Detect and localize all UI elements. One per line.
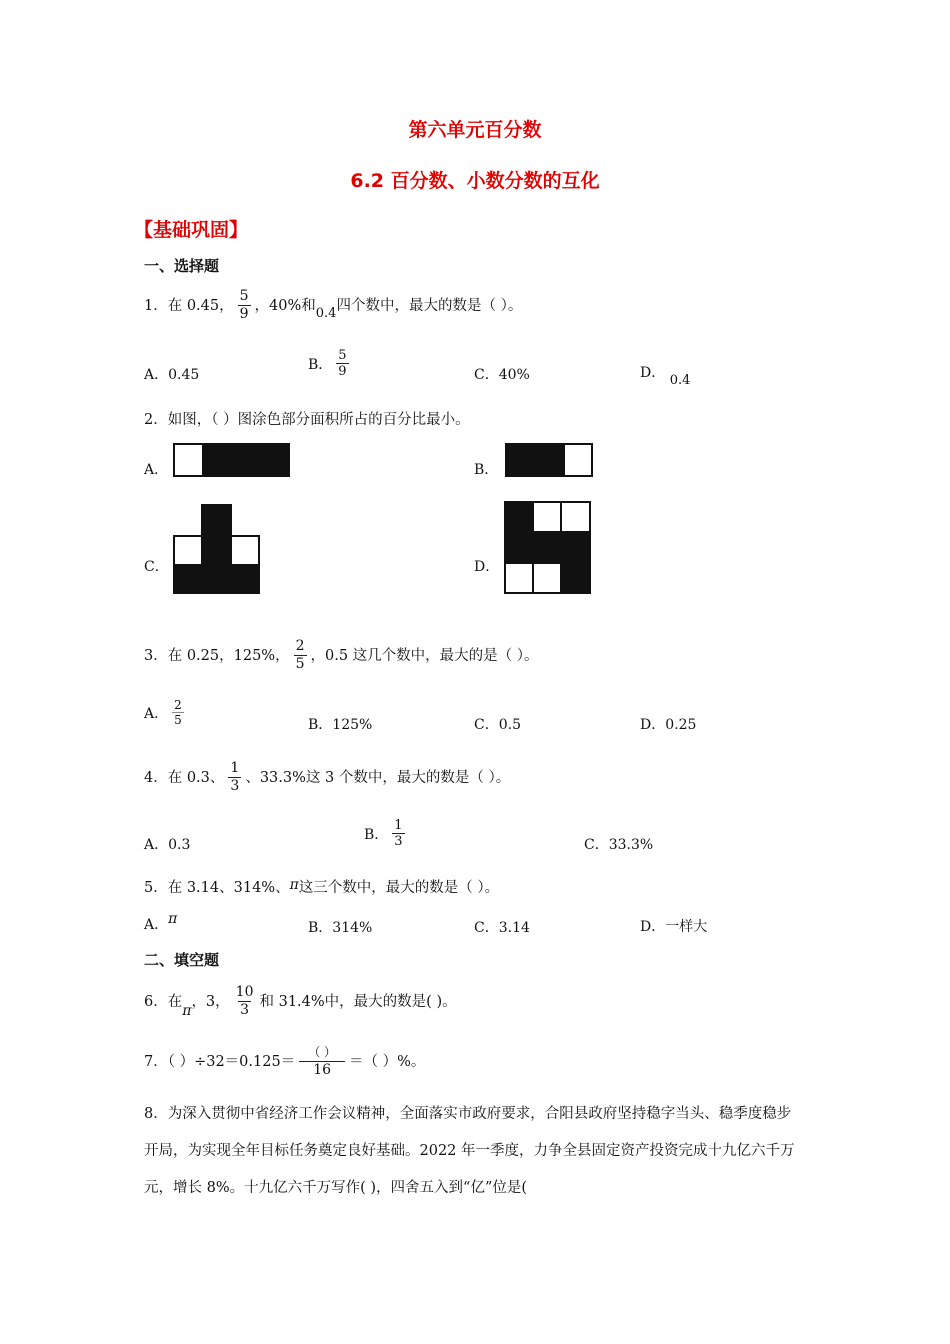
question-2: 2．如图，（ ）图涂色部分面积所占的百分比最小。 <box>144 412 470 428</box>
q3-option-a-den: 5 <box>174 713 182 727</box>
q2-c-cell <box>231 536 259 565</box>
q3-option-a-fraction <box>172 698 184 727</box>
question-6 <box>144 984 457 1019</box>
q1-fraction <box>238 288 251 323</box>
q2-b-cell-empty <box>564 444 592 476</box>
question-3 <box>144 638 539 673</box>
q2-d-cell <box>533 563 561 593</box>
q2-c-cell <box>202 536 231 565</box>
question-5 <box>144 878 499 898</box>
q2-d-cell <box>505 532 590 563</box>
q3-frac-num: 2 <box>295 638 305 654</box>
section-heading-choice: 一、选择题 <box>144 257 220 275</box>
q2-c-cell <box>174 536 202 565</box>
q2-figure-c <box>172 503 262 595</box>
q5-prefix: 5．在 3.14、314%、 <box>144 880 290 896</box>
q2-c-cell <box>174 565 259 593</box>
q2-d-cell <box>561 563 590 593</box>
q2-c-cell <box>202 505 231 536</box>
q7-frac-den: 16 <box>299 1061 345 1079</box>
q4-option-a[interactable]: A．0.3 <box>144 837 191 853</box>
q4-option-b[interactable] <box>364 818 409 849</box>
q2-d-cell <box>505 502 533 532</box>
q1-option-c[interactable]: C．40% <box>474 367 530 383</box>
q2-figure-a <box>172 442 292 478</box>
question-4 <box>144 760 510 795</box>
question-1 <box>144 288 522 323</box>
q4-frac-num: 1 <box>230 760 240 776</box>
q7-fraction[interactable] <box>299 1044 345 1079</box>
q5-option-d[interactable]: D．一样大 <box>640 919 708 935</box>
q2-option-a-label[interactable]: A． <box>144 462 169 478</box>
q4-option-b-num: 1 <box>394 818 403 833</box>
question-7 <box>144 1044 425 1079</box>
q5-option-a-label: A． <box>144 917 169 933</box>
q3-suffix: ，0.5 这几个数中，最大的是（ ）。 <box>310 647 539 664</box>
q1-option-a[interactable]: A．0.45 <box>144 367 200 383</box>
q3-option-a-label: A． <box>144 705 169 722</box>
q1-option-b-num: 5 <box>338 348 347 363</box>
q6-mid: ，3， <box>191 993 230 1010</box>
q3-fraction <box>294 638 307 673</box>
q3-option-c[interactable]: C．0.5 <box>474 717 521 733</box>
q4-frac-den: 3 <box>230 778 240 794</box>
q1-option-b[interactable] <box>308 348 353 379</box>
q1-option-b-fraction <box>336 348 348 379</box>
q3-prefix: 3．在 0.25，125%， <box>144 647 290 664</box>
q5-suffix: 这三个数中，最大的数是（ ）。 <box>298 880 500 896</box>
q4-option-c[interactable]: C．33.3% <box>584 837 654 853</box>
q3-option-a[interactable] <box>144 698 188 727</box>
q1-option-d-value: 0.4 <box>669 373 691 388</box>
q2-d-cell <box>505 563 533 593</box>
q2-a-cell-empty <box>174 444 203 476</box>
q5-option-a-pi: π <box>168 911 178 927</box>
q2-figure-b <box>504 442 594 478</box>
q2-a-cell-shaded <box>203 444 289 476</box>
q6-prefix: 6．在 <box>144 993 183 1010</box>
q1-mid: ，40%和 <box>254 297 316 314</box>
lesson-title: 6.2 百分数、小数分数的互化 <box>350 170 600 192</box>
q6-fraction <box>234 984 256 1019</box>
q7-prefix[interactable]: 7．（ ）÷32＝0.125＝ <box>144 1053 296 1070</box>
section-heading-fill: 二、填空题 <box>144 951 220 969</box>
q1-option-d-label: D． <box>640 365 666 381</box>
q4-prefix: 4．在 0.3、 <box>144 769 225 786</box>
q2-option-c-label[interactable]: C． <box>144 559 169 575</box>
q5-option-b[interactable]: B．314% <box>308 920 373 936</box>
q3-option-a-num: 2 <box>174 698 182 712</box>
level-label: 【基础巩固】 <box>134 219 249 241</box>
q3-frac-den: 5 <box>295 656 305 672</box>
q2-b-cell-shaded <box>506 444 564 476</box>
q6-frac-num: 10 <box>235 984 254 1000</box>
unit-title: 第六单元百分数 <box>408 119 542 141</box>
q1-suffix: 四个数中，最大的数是（ ）。 <box>336 297 523 314</box>
q1-option-b-label: B． <box>308 356 333 373</box>
q4-option-b-label: B． <box>364 826 389 843</box>
q5-pi: π <box>289 877 299 893</box>
q6-pi: π <box>182 1002 192 1019</box>
q6-suffix[interactable]: 和 31.4%中，最大的数是( )。 <box>259 993 457 1010</box>
q6-frac-den: 3 <box>240 1002 250 1018</box>
q7-suffix[interactable]: ＝（ ）%。 <box>349 1053 426 1070</box>
q5-option-c[interactable]: C．3.14 <box>474 920 530 936</box>
q2-option-b-label[interactable]: B． <box>474 462 499 478</box>
q2-figure-d <box>503 500 593 596</box>
q1-frac-den: 9 <box>239 306 249 322</box>
q7-frac-num: （ ） <box>308 1045 337 1059</box>
q4-option-b-den: 3 <box>394 834 403 849</box>
q4-fraction <box>228 760 241 795</box>
q5-option-a[interactable] <box>144 911 178 934</box>
q3-option-b[interactable]: B．125% <box>308 717 373 733</box>
q4-suffix: 、33.3%这 3 个数中，最大的数是（ ）。 <box>245 769 511 786</box>
q4-option-b-fraction <box>392 818 404 849</box>
q1-frac-num: 5 <box>239 288 249 304</box>
q3-option-d[interactable]: D．0.25 <box>640 717 697 733</box>
q2-d-cell <box>561 502 590 532</box>
q1-option-d[interactable] <box>640 362 691 388</box>
q1-decimal: 0.4 <box>315 305 337 321</box>
question-8: 8．为深入贯彻中省经济工作会议精神，全面落实市政府要求，合阳县政府坚持稳字当头、稳季度稳步开局，为实现全年目标任务奠定良好基础。2022 年一季度，力争全县固定资产投资完成十九亿六千万元，增长 8%。十九亿六千万写作( )，四舍五入到“亿”位是( <box>144 1106 795 1196</box>
q1-option-b-den: 9 <box>338 364 347 379</box>
q1-prefix: 1．在 0.45， <box>144 297 234 314</box>
q2-option-d-label[interactable]: D． <box>474 559 500 575</box>
q2-d-cell <box>533 502 561 532</box>
